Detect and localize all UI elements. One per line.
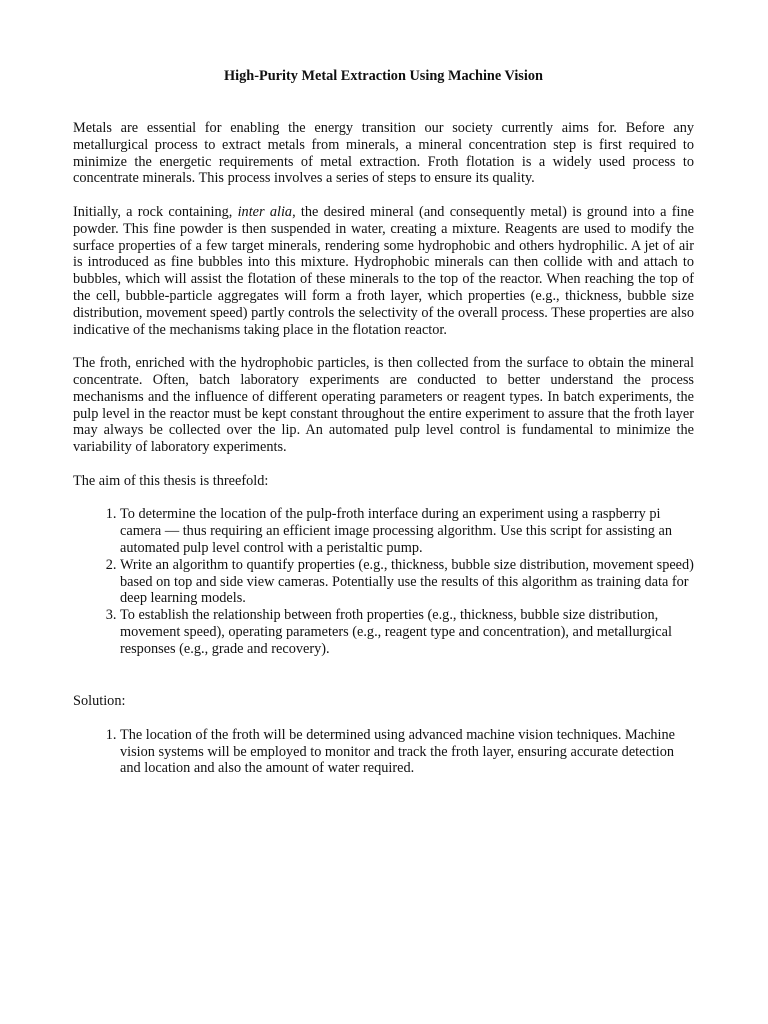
paragraph-process-italic: inter alia (237, 203, 293, 220)
paragraph-intro: Metals are essential for enabling the energy transition our society currently aims for. Before any metallurgical process to extract metals from minerals, a mineral concentration step is first required to minimize the energetic requirements of metal extraction. Froth flotation is a widely used process to concentrate minerals. This process involves a series of steps to ensure its quality. (73, 120, 694, 187)
paragraph-process (73, 204, 694, 338)
aims-intro: The aim of this thesis is threefold: (73, 472, 269, 489)
aims-list-item: 1. To determine the location of the pulp-froth interface during an experiment using a raspberry pi camera — thus requiring an efficient image processing algorithm. Use this script for assisting an automated pulp level control with a peristaltic pump. (120, 506, 694, 556)
document-title: High-Purity Metal Extraction Using Machine Vision (224, 68, 543, 84)
section-spacer (73, 674, 694, 693)
solutions-list (73, 727, 694, 777)
aims-list-item: 3. To establish the relationship between froth properties (e.g., thickness, bubble size distribution, movement speed), operating parameters (e.g., reagent type and concentration), and metallurgical responses (e.g., grade and recovery). (120, 607, 694, 657)
solution-intro: Solution: (73, 693, 126, 710)
solutions-list-item: 1. The location of the froth will be determined using advanced machine vision techniques. Machine vision systems will be employed to monitor and track the froth layer, ensuring accurate detection and location and also the amount of water required. (120, 727, 694, 777)
document-page (73, 67, 694, 794)
aims-list (73, 506, 694, 657)
aims-list-item: 2. Write an algorithm to quantify properties (e.g., thickness, bubble size distribution, movement speed) based on top and side view cameras. Potentially use the results of this algorithm as training data for deep learning models. (120, 557, 694, 607)
paragraph-process-rest: , the desired mineral (and consequently metal) is ground into a fine powder. This fine powder is then suspended in water, creating a mixture. Reagents are used to modify the surface properties of a few target minerals, rendering some hydrophobic and others hydrophilic. A jet of air is introduced as fine bubbles into this mixture. Hydrophobic minerals can then collide with and attach to bubbles, which will assist the flotation of these minerals to the top of the reactor. When reaching the top of the cell, bubble-particle aggregates will form a froth layer, which properties (e.g., thickness, bubble size distribution, movement speed) partly controls the selectivity of the overall process. These properties are also indicative of the mechanisms taking place in the flotation reactor. (73, 203, 694, 338)
paragraph-froth: The froth, enriched with the hydrophobic particles, is then collected from the surface to obtain the mineral concentrate. Often, batch laboratory experiments are conducted to better understand the process mechanisms and the influence of different operating parameters or reagent types. In batch experiments, the pulp level in the reactor must be kept constant throughout the entire experiment to assure that the froth layer may always be collected over the lip. An automated pulp level control is fundamental to minimize the variability of laboratory experiments. (73, 355, 694, 456)
paragraph-process-start: Initially, a rock containing, (73, 203, 238, 220)
